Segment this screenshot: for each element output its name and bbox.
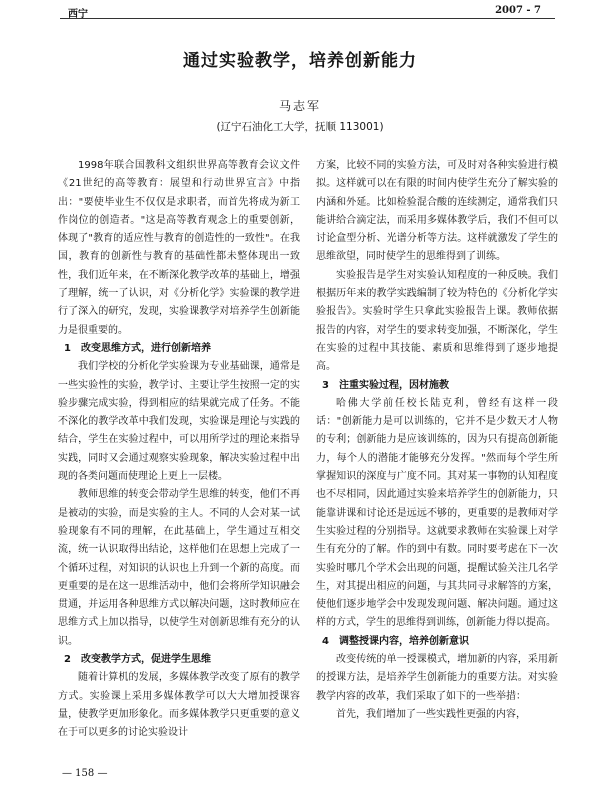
paragraph: 首先，我们增加了一些实践性更强的内容，	[336, 708, 526, 720]
section-heading-3: 3 注重实验过程，因材施教	[322, 379, 449, 391]
paragraph: 哈佛大学前任校长陆克利，曾经有这样一段话："创新能力是可以训练的，它并不是少数天才人物的专利；创新能力是应该训练的，因为只有提高创新能力，每个人的潜能才能够充分发挥。"然而每个学生所掌握知识的深度与广度不同。其对某一事物的认知程度也不尽相同，因此通过实验来培养学生的创新能力，只能靠讲课和讨论还是远远不够的，更重要的是教师对学生实验过程的分别指导。这就要求教师在实验课上对学生有充分的了解。作的到中有数。同时要考虑在下一次实验时哪几个学术会出现的问题，提醒试验关注几名学生，对其提出相应的问题，与其共同寻求解答的方案，使他们逐步地学会中发现发现问题、解决问题。通过这样的方式，学生的思维得到训练，创新能力得以提高。	[316, 397, 558, 629]
paragraph: 改变传统的单一授课模式，增加新的内容，采用新的授课方法，是培养学生创新能力的重要方法。对实验教学内容的改革，我们采取了如下的一些举措：	[316, 654, 558, 702]
right-column	[316, 157, 558, 755]
author-affiliation: (辽宁石油化工大学，抚顺 113001)	[216, 121, 384, 133]
paragraph: 实验报告是学生对实验认知程度的一种反映。我们根据历年来的教学实践编制了较为特色的《分析化学实验报告》。实验时学生只拿此实验报告上课。教师依据报告的内容，对学生的要求转变加强，不断深化，学生在实验的过程中其技能、素质和思维得到了逐步地提高。	[316, 269, 558, 373]
paragraph: 随着计算机的发展，多媒体教学改变了原有的教学方式。实验课上采用多媒体教学可以大大增加授课容量，使教学更加形象化。而多媒体教学只更重要的意义在于可以更多的讨论实验设计	[58, 672, 300, 739]
paragraph: 教师思维的转变会带动学生思维的转变，他们不再是被动的实验，而是实验的主人。不同的人会对某一试验现象有不同的理解，在此基础上，学生通过互相交流，统一认识取得出结论，这样他们在思想上完成了一个循环过程，对知识的认识也上升到一个新的高度。而更重要的是在这一思维活动中，他们会将所学知识融会贯通，并运用各种思维方式以解决问题，这时教师应在思维方式上加以指导，以使学生对创新思维有充分的认识。	[58, 489, 300, 647]
section-heading-4: 4 调整授课内容，培养创新意识	[322, 635, 469, 647]
issue-date: 2007 - 7	[495, 5, 541, 16]
paragraph-intro: 1998年联合国教科文组织世界高等教育会议文件《21世纪的高等教育：展望和行动世界宣言》中指出："要使毕业生不仅仅是求职者，而首先将成为新工作岗位的创造者。"这是高等教育观念上的重要创新，体现了"教育的适应性与教育的创造性的一致性"。在我国，教育的创新性与教育的基础性都未整体现出一致性，我们近年来，在不断深化教学改革的基础上，增强了理解，统一了认识，对《分析化学》实验课的教学进行了深入的研究，发现，实验课教学对培养学生创新能力是很重要的。	[58, 160, 300, 336]
left-column	[58, 157, 300, 755]
page-number: — 158 —	[62, 768, 108, 779]
paragraph: 我们学校的分析化学实验课为专业基础课，通常是一些实验性的实验，教学讨、主要让学生按照一定的实验步骤完成实验，得到相应的结果就完成了任务。不能不深化的教学改革中我们发现，实验课是理论与实践的结合，学生在实验过程中，可以用所学过的理论来指导实践，同时又会通过观察实验现象，解决实验过程中出现的各类问题而使理论上更上一层楼。	[58, 361, 300, 483]
journal-name: 西宁	[68, 9, 88, 20]
running-header	[60, 4, 555, 19]
section-heading-2: 2 改变教学方式，促进学生思维	[64, 654, 211, 666]
paper-title: 通过实验教学，培养创新能力	[183, 51, 417, 71]
author-name: 马志军	[278, 99, 321, 113]
paragraph-continued: 方案，比较不同的实验方法，可及时对各种实验进行模拟。这样就可以在有限的时间内使学生充分了解实验的内涵和外延。比如检验混合酸的连续测定，通常我们只能讲给合滴定法，而采用多媒体教学后，我们不但可以讨论盒型分析、光谱分析等方法。这样就激发了学生的思维欲望，同时使学生的思维得到了训练。	[316, 160, 558, 263]
section-heading-1: 1 改变思维方式，进行创新培养	[64, 342, 211, 354]
